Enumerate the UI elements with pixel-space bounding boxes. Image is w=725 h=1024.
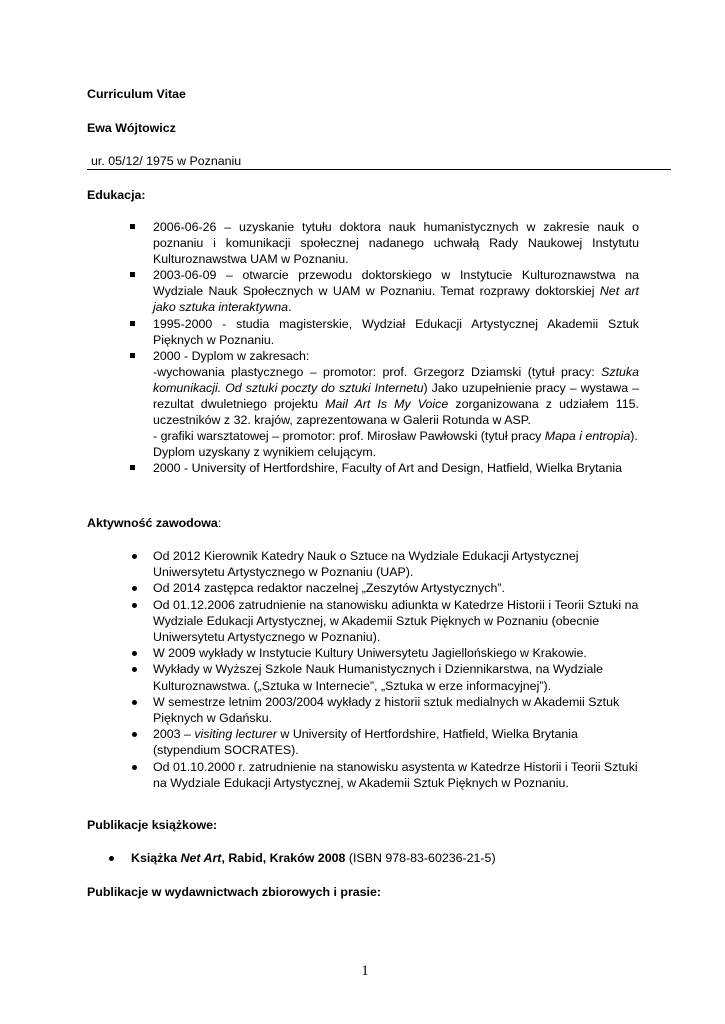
education-heading: Edukacja: [87,188,146,202]
bullet-icon [132,651,137,656]
books-list [131,850,631,866]
bullet-icon [132,667,137,672]
square-bullet-icon [130,321,135,326]
bullet-icon [132,586,137,591]
square-bullet-icon [130,353,135,358]
books-heading: Publikacje książkowe: [87,818,218,832]
square-bullet-icon [130,272,135,277]
activity-item: W 2009 wykłady w Instytucie Kultury Uniwersytetu Jagiellońskiego w Krakowie. [153,645,643,661]
bullet-icon [109,856,114,861]
activity-list [153,548,643,791]
education-list [153,219,639,477]
education-item: 2003-06-09 – otwarcie przewodu doktorskiego w Instytucie Kulturoznawstwa na Wydziale Nauk Społecznych w UAM w Poznaniu. Temat rozprawy doktorskiej Net art jako sztuka interaktywna. [153,267,639,315]
activity-item: Wykłady w Wyższej Szkole Nauk Humanistycznych i Dziennikarstwa, na Wydziale Kulturoznawstwa. („Sztuka w Internecie”, „Sztuka w erze informacyjnej”). [153,661,643,693]
square-bullet-icon [130,224,135,229]
book-title: Net Art [180,851,222,865]
education-item: 2000 - Dyplom w zakresach: -wychowania plastycznego – promotor: prof. Grzegorz Dziamski (tytuł pracy: Sztuka komunikacji. Od sztuki poczty do sztuki Internetu) Jako uzupełnienie pracy – wystawa – rezultat dwuletniego projektu Mail Art Is My Voice zorganizowana z udziałem 115. uczestników z 32. krajów, zaprezentowana w Galerii Rotunda w ASP. - grafiki warsztatowej – promotor: prof. Mirosław Pawłowski (tytuł pracy Mapa i entropia). Dyplom uzyskany z wynikiem celującym. [153,348,639,461]
person-name: Ewa Wójtowicz [87,121,176,135]
activity-item: Od 2014 zastępca redaktor naczelnej „Zeszytów Artystycznych”. [153,580,643,596]
education-item: 2006-06-26 – uzyskanie tytułu doktora nauk humanistycznych w zakresie nauk o poznaniu i komunikacji społecznej nadanego uchwałą Rady Naukowej Instytutu Kulturoznawstwa UAM w Poznaniu. [153,219,639,267]
activity-item: Od 01.12.2006 zatrudnienie na stanowisku adiunkta w Katedrze Historii i Teorii Sztuki na Wydziale Edukacji Artystycznej, w Akademii Sztuk Pięknych w Poznaniu (obecnie Uniwersytetu Artystycznego w Poznaniu). [153,597,643,646]
thesis-title: Sztuka komunikacji. Od sztuki poczty do sztuki Internetu [153,364,639,395]
activity-item: 2003 – visiting lecturer w University of Hertfordshire, Hatfield, Wielka Brytania (stypendium SOCRATES). [153,726,643,758]
graphic-thesis-title: Mapa i entropia [544,429,631,444]
activity-item: Od 2012 Kierownik Katedry Nauk o Sztuce na Wydziale Edukacji Artystycznej Uniwersytetu Artystycznego w Poznaniu (UAP). [153,548,643,580]
activity-item: W semestrze letnim 2003/2004 wykłady z historii sztuk medialnych w Akademii Sztuk Pięknych w Gdańsku. [153,694,643,726]
education-item: 2000 - University of Hertfordshire, Faculty of Art and Design, Hatfield, Wielka Brytania [153,460,639,476]
collective-heading: Publikacje w wydawnictwach zbiorowych i prasie: [87,885,382,899]
bullet-icon [132,700,137,705]
bullet-icon [132,765,137,770]
visiting-lecturer-text: visiting lecturer [194,727,277,742]
dissertation-title: Net art jako sztuka interaktywna [153,284,639,315]
bullet-icon [132,554,137,559]
book-item: Książka Net Art, Rabid, Kraków 2008 (ISBN 978-83-60236-21-5) [131,850,631,866]
project-title: Mail Art Is My Voice [325,397,449,412]
cv-title: Curriculum Vitae [87,87,186,101]
bullet-icon [132,603,137,608]
bullet-icon [132,732,137,737]
square-bullet-icon [130,465,135,470]
activity-heading: Aktywność zawodowa: [87,516,222,530]
page-number: 1 [361,963,369,979]
activity-item: Od 01.10.2000 r. zatrudnienie na stanowisku asystenta w Katedrze Historii i Teorii Sztuki na Wydziale Edukacji Artystycznej, w Akademii Sztuk Pięknych w Poznaniu. [153,759,643,791]
education-item: 1995-2000 - studia magisterskie, Wydział Edukacji Artystycznej Akademii Sztuk Pięknych w Poznaniu. [153,316,639,348]
birth-info: ur. 05/12/ 1975 w Poznaniu [87,154,671,170]
